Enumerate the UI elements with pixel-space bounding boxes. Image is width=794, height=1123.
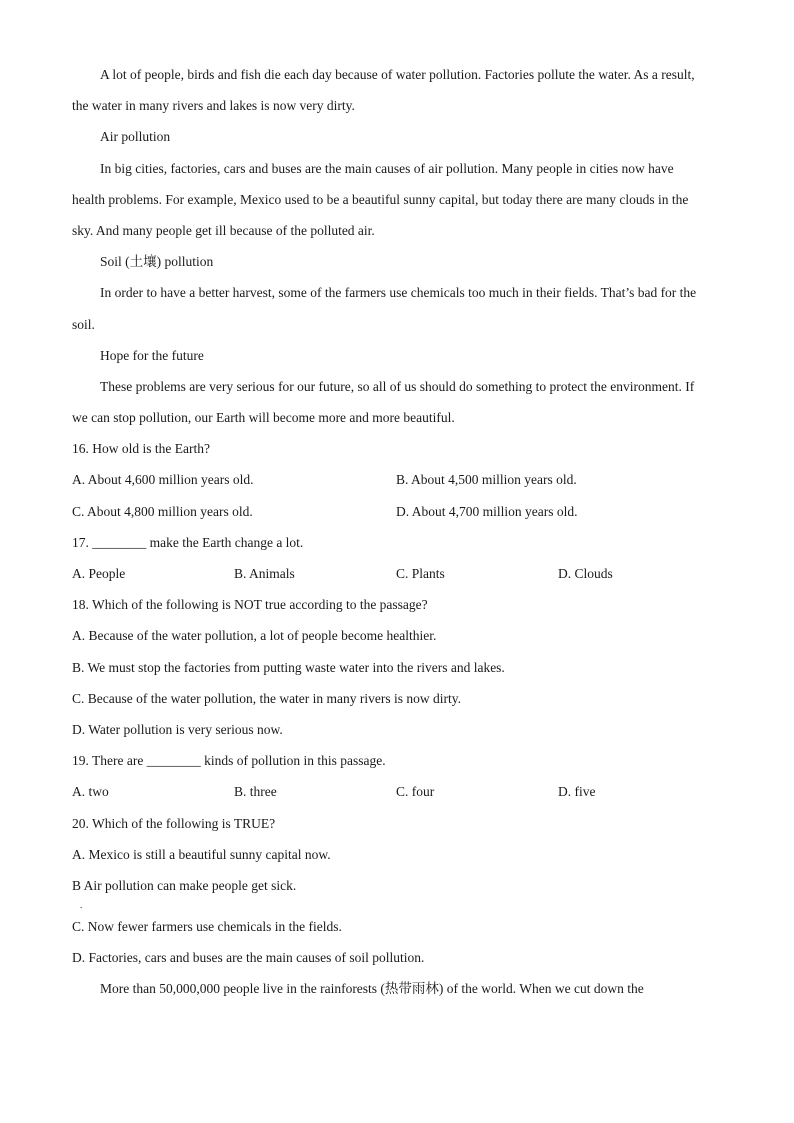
paragraph-air-line-3: sky. And many people get ill because of the polluted air. xyxy=(72,222,375,238)
question-16-option-b: B. About 4,500 million years old. xyxy=(396,472,577,488)
question-20-option-a: A. Mexico is still a beautiful sunny capital now. xyxy=(72,846,331,862)
question-19-option-a: A. two xyxy=(72,784,109,800)
question-17-option-b: B. Animals xyxy=(234,566,295,581)
question-20-option-d: D. Factories, cars and buses are the main causes of soil pollution. xyxy=(72,950,425,966)
question-16-options-row-1 xyxy=(72,469,722,500)
question-19-option-c: C. four xyxy=(396,784,435,800)
question-18-stem: 18. Which of the following is NOT true according to the passage? xyxy=(72,597,428,613)
document-page xyxy=(72,64,722,1009)
question-16-stem: 16. How old is the Earth? xyxy=(72,441,210,457)
paragraph-water-line-1: A lot of people, birds and fish die each day because of water pollution. Factories pollute the water. As a result, xyxy=(100,67,695,82)
question-20-stem: 20. Which of the following is TRUE? xyxy=(72,815,276,831)
question-17-options xyxy=(72,563,722,594)
question-17-stem: 17. ________ make the Earth change a lot. xyxy=(72,534,304,550)
question-16-option-d: D. About 4,700 million years old. xyxy=(396,503,578,519)
question-17-option-a: A. People xyxy=(72,566,126,581)
heading-hope: Hope for the future xyxy=(100,347,204,363)
question-16-options-row-2 xyxy=(72,501,722,532)
question-20-option-b-row xyxy=(72,875,722,916)
paragraph-hope-line-1: These problems are very serious for our future, so all of us should do something to protect the environment. If xyxy=(100,378,695,394)
question-18-option-a: A. Because of the water pollution, a lot of people become healthier. xyxy=(72,628,437,644)
question-18-option-b: B. We must stop the factories from putting waste water into the rivers and lakes. xyxy=(72,659,505,675)
question-20-option-b: B Air pollution can make people get sick. xyxy=(72,877,297,893)
heading-air-pollution: Air pollution xyxy=(100,129,171,145)
question-20-option-c: C. Now fewer farmers use chemicals in the fields. xyxy=(72,918,342,934)
question-18-option-d: D. Water pollution is very serious now. xyxy=(72,721,283,737)
question-18-option-c: C. Because of the water pollution, the water in many rivers is now dirty. xyxy=(72,690,462,706)
paragraph-air-line-1: In big cities, factories, cars and buses are the main causes of air pollution. Many people in cities now have xyxy=(100,160,674,176)
question-16-option-a: A. About 4,600 million years old. xyxy=(72,472,254,488)
paragraph-air-line-2: health problems. For example, Mexico used to be a beautiful sunny capital, but today there are many clouds in the xyxy=(72,191,689,207)
paragraph-soil-line-2: soil. xyxy=(72,316,95,332)
question-19-stem: 19. There are ________ kinds of pollution in this passage. xyxy=(72,753,386,769)
heading-soil-pollution: Soil (土壤) pollution xyxy=(100,254,214,270)
question-16-option-c: C. About 4,800 million years old. xyxy=(72,503,253,519)
question-19-option-d: D. five xyxy=(558,784,596,800)
next-passage-line-1: More than 50,000,000 people live in the rainforests (热带雨林) of the world. When we cut down the xyxy=(100,981,644,997)
question-17-option-c: C. Plants xyxy=(396,566,445,581)
question-19-option-b: B. three xyxy=(234,784,277,800)
question-20-option-b-mark: . xyxy=(80,899,83,910)
paragraph-soil-line-1: In order to have a better harvest, some of the farmers use chemicals too much in their fields. That’s bad for the xyxy=(100,285,697,301)
question-17-option-d: D. Clouds xyxy=(558,566,613,581)
paragraph-water-line-2: the water in many rivers and lakes is now very dirty. xyxy=(72,98,355,114)
paragraph-hope-line-2: we can stop pollution, our Earth will become more and more beautiful. xyxy=(72,410,455,426)
question-19-options xyxy=(72,781,722,812)
